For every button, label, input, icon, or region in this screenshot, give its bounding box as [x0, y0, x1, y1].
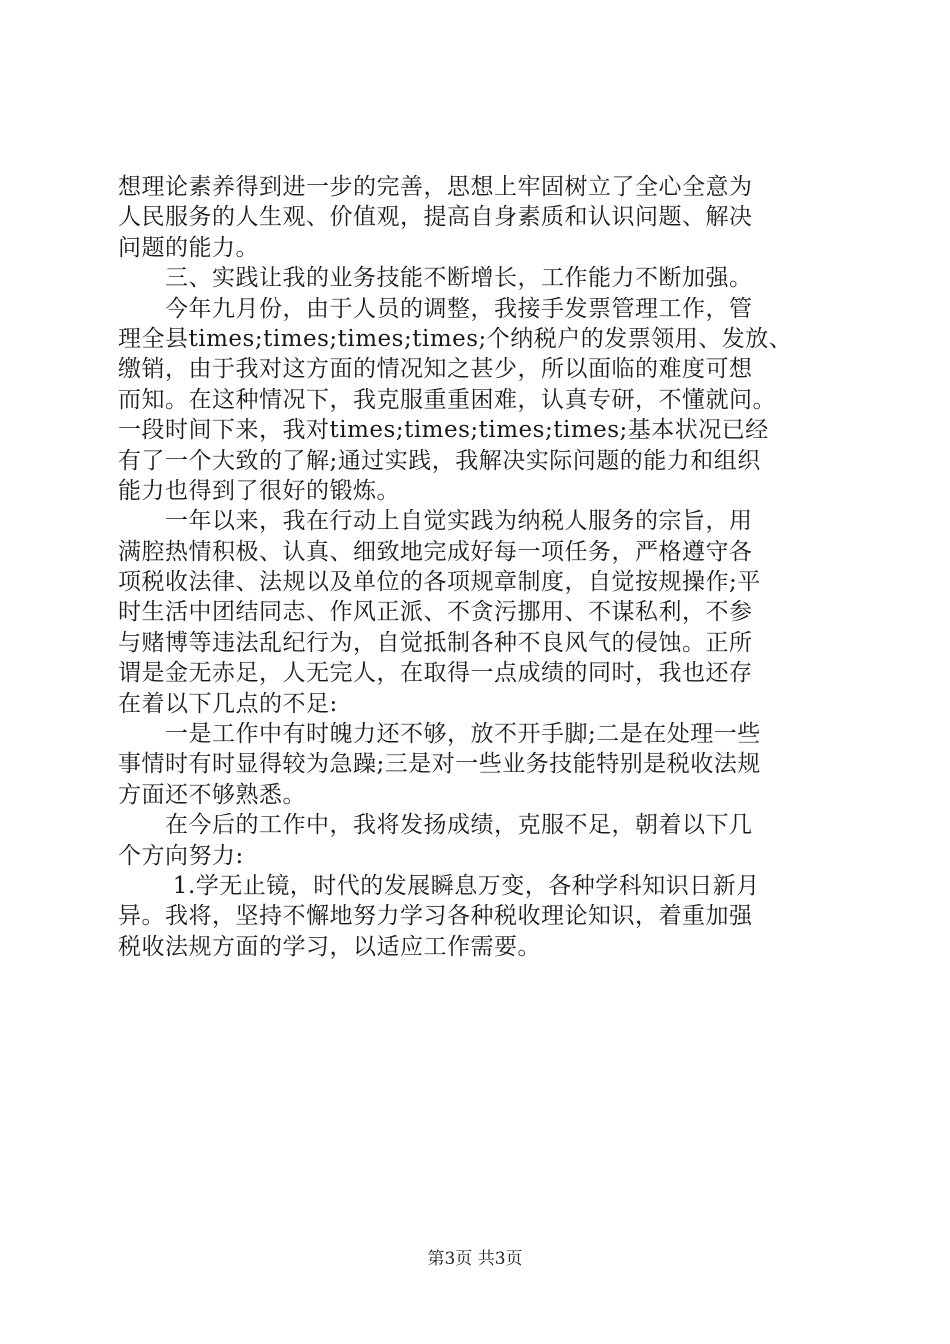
- text-line: 缴销，由于我对这方面的情况知之甚少，所以面临的难度可想: [118, 356, 753, 383]
- text-line: 理全县times;times;times;times;个纳税户的发票领用、发放、: [118, 325, 793, 352]
- text-line: 在着以下几点的不足:: [118, 690, 338, 717]
- text-line: 一是工作中有时魄力还不够，放不开手脚;二是在处理一些: [118, 721, 761, 748]
- text-line: 与赌博等违法乱纪行为，自觉抵制各种不良风气的侵蚀。正所: [118, 629, 753, 656]
- text-line: 在今后的工作中，我将发扬成绩，克服不足，朝着以下几: [118, 812, 753, 839]
- document-body: [118, 172, 838, 962]
- list-item: 1.学无止镜，时代的发展瞬息万变，各种学科知识日新月: [118, 872, 760, 899]
- text-line: 税收法规方面的学习，以适应工作需要。: [118, 933, 541, 960]
- page-number-footer: 第3页 共3页: [427, 1249, 523, 1269]
- text-line: 时生活中团结同志、作风正派、不贪污挪用、不谋私利，不参: [118, 599, 753, 626]
- text-line: 而知。在这种情况下，我克服重重困难，认真专研，不懂就问。: [118, 386, 776, 413]
- text-line: 问题的能力。: [118, 234, 259, 261]
- text-line: 满腔热情积极、认真、细致地完成好每一项任务，严格遵守各: [118, 538, 753, 565]
- text-line: 谓是金无赤足，人无完人，在取得一点成绩的同时，我也还存: [118, 660, 753, 687]
- text-line: 有了一个大致的了解;通过实践，我解决实际问题的能力和组织: [118, 447, 761, 474]
- text-line: 个方向努力:: [118, 842, 244, 869]
- text-line: 能力也得到了很好的锻炼。: [118, 477, 400, 504]
- text-line: 异。我将，坚持不懈地努力学习各种税收理论知识，着重加强: [118, 903, 753, 930]
- text-line: 事情时有时显得较为急躁;三是对一些业务技能特别是税收法规: [118, 751, 761, 778]
- text-line: 人民服务的人生观、价值观，提高自身素质和认识问题、解决: [118, 204, 753, 231]
- section-heading: 三、实践让我的业务技能不断增长，工作能力不断加强。: [118, 265, 753, 292]
- text-line: 一段时间下来，我对times;times;times;times;基本状况已经: [118, 417, 769, 444]
- text-line: 一年以来，我在行动上自觉实践为纳税人服务的宗旨，用: [118, 508, 753, 535]
- text-line: 想理论素养得到进一步的完善，思想上牢固树立了全心全意为: [118, 174, 753, 200]
- text-line: 今年九月份，由于人员的调整，我接手发票管理工作，管: [118, 295, 753, 322]
- text-line: 方面还不够熟悉。: [118, 781, 306, 808]
- text-line: 项税收法律、法规以及单位的各项规章制度，自觉按规操作;平: [118, 569, 761, 596]
